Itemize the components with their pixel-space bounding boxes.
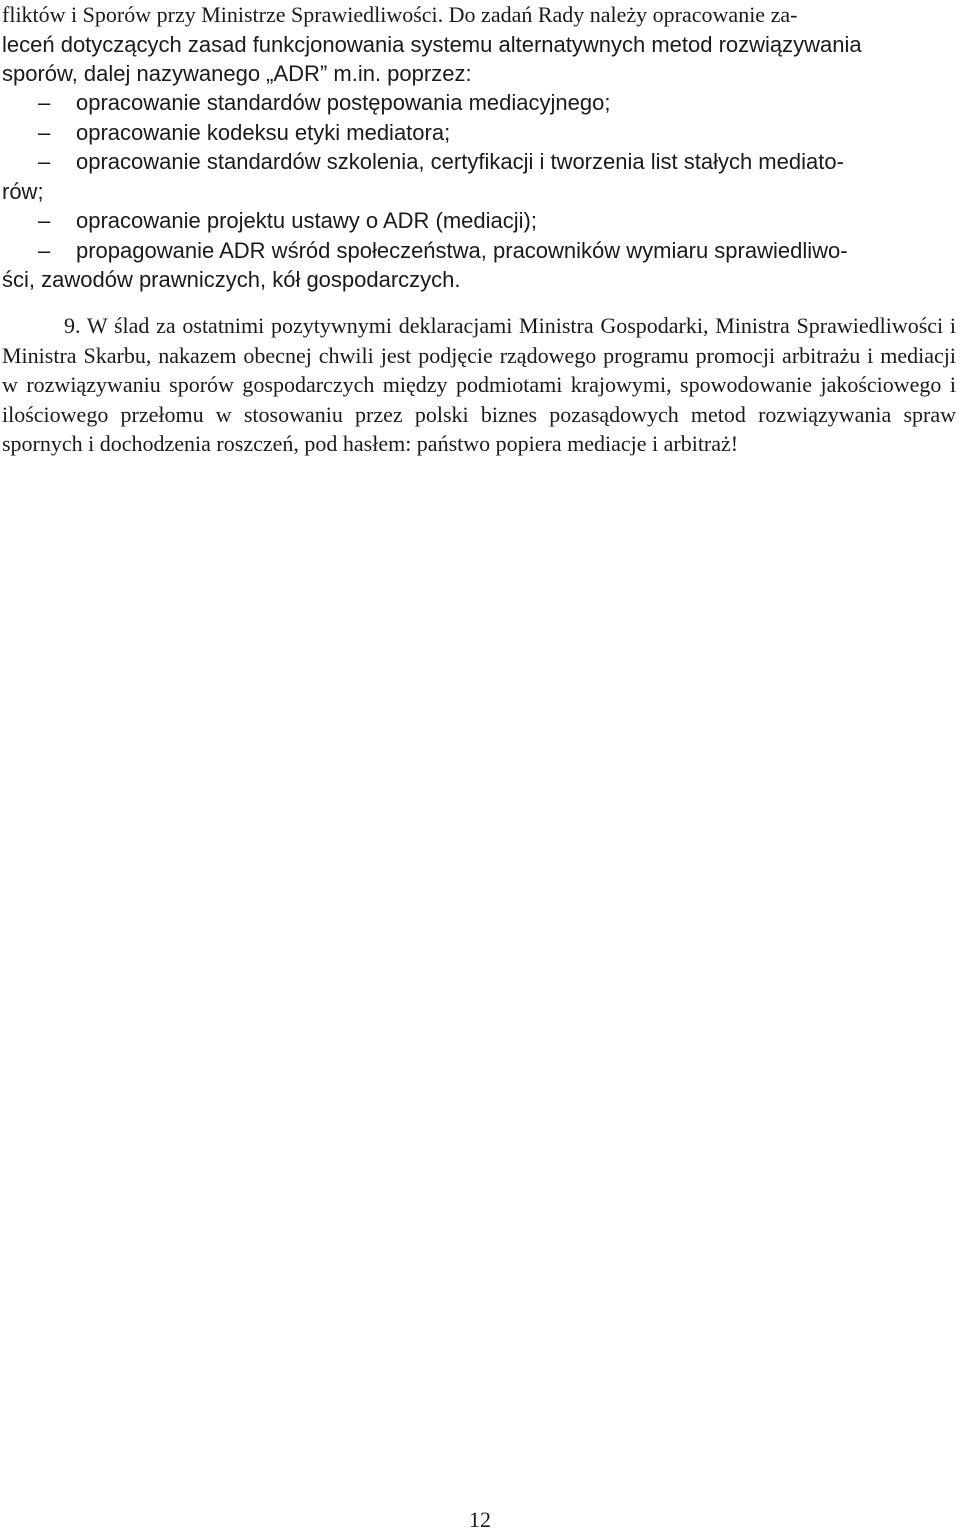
list-item <box>2 236 956 266</box>
intro-paragraph <box>2 0 956 89</box>
list-item-text: ści, zawodów prawniczych, kół gospodarczych. <box>2 267 461 292</box>
paragraph-number: 9. <box>64 313 81 338</box>
intro-line: fliktów i Sporów przy Ministrze Sprawiedliwości. Do zadań Rady należy opracowanie za- <box>2 2 798 27</box>
list-item <box>2 88 956 118</box>
dash-bullet: – <box>38 237 51 263</box>
list-item-text: opracowanie projektu ustawy o ADR (mediacji); <box>76 208 537 233</box>
list-item-text: opracowanie standardów postępowania mediacyjnego; <box>76 90 611 115</box>
intro-line: leceń dotyczących zasad funkcjonowania systemu alternatywnych metod rozwiązywania <box>2 31 862 57</box>
paragraph-text: W ślad za ostatnimi pozytywnymi deklaracjami Ministra Gospodarki, Ministra Sprawiedliwości i Ministra Skarbu, nakazem obecnej chwili jest podjęcie rządowego programu promocji arbitrażu i mediacji w rozwiązywaniu sporów gospodarczych między podmiotami krajowymi, spowodowanie jakościowego i ilościowego przełomu w stosowaniu przez polski biznes pozasądowych metod rozwiązywania spraw spornych i dochodzenia roszczeń, pod hasłem: państwo popiera mediacje i arbitraż! <box>2 313 956 456</box>
list-item <box>2 118 956 148</box>
list-item-text: opracowanie standardów szkolenia, certyfikacji i tworzenia list stałych mediato- <box>76 149 844 174</box>
page-number: 12 <box>469 1507 491 1532</box>
list-item-text: propagowanie ADR wśród społeczeństwa, pracowników wymiaru sprawiedliwo- <box>76 237 848 263</box>
paragraph-9 <box>2 311 956 459</box>
list-item-continuation <box>2 265 956 295</box>
list-item <box>2 206 956 236</box>
intro-line: sporów, dalej nazywanego „ADR” m.in. poprzez: <box>2 61 472 86</box>
dash-bullet: – <box>38 149 51 174</box>
list-item-text: rów; <box>2 178 44 204</box>
list-item <box>2 147 956 177</box>
dash-bullet: – <box>38 208 51 233</box>
task-list <box>2 88 956 295</box>
list-item-text: opracowanie kodeksu etyki mediatora; <box>76 119 451 145</box>
list-item-continuation <box>2 177 956 207</box>
dash-bullet: – <box>38 119 51 145</box>
dash-bullet: – <box>38 90 51 115</box>
